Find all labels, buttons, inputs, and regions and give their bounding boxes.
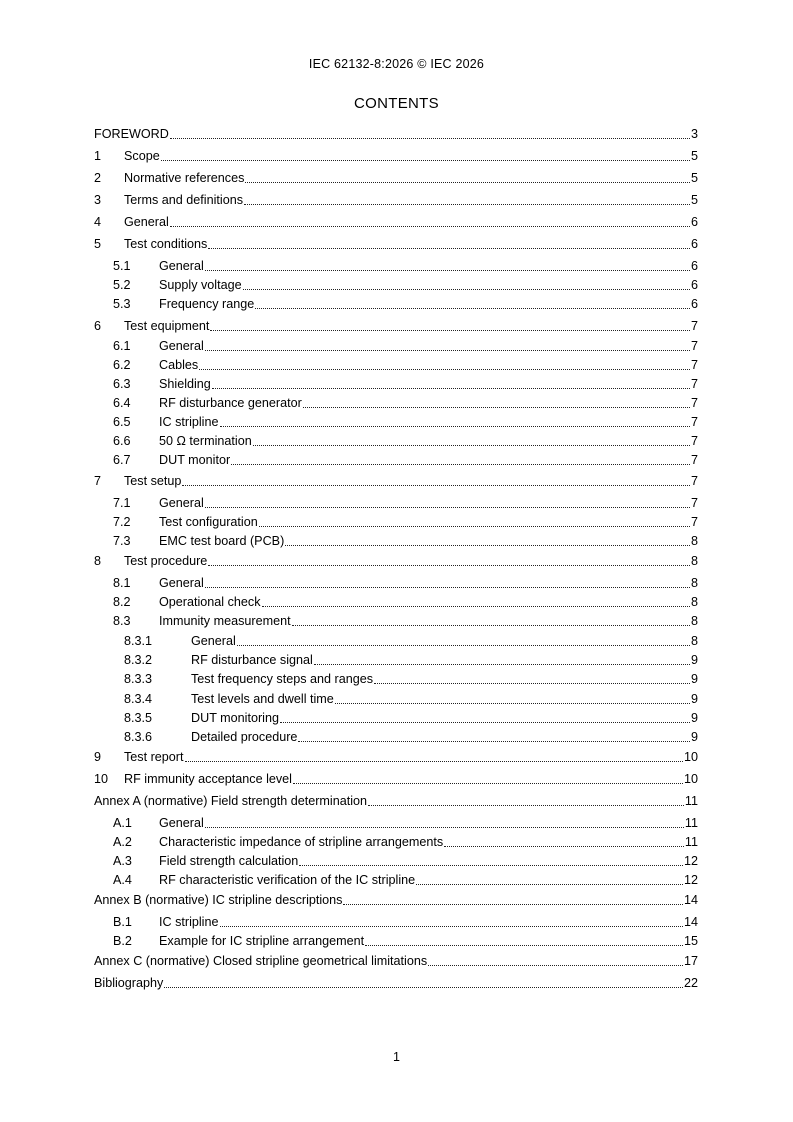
toc-entry-title: Normative references bbox=[124, 171, 245, 185]
toc-entry-page: 7 bbox=[690, 434, 698, 448]
toc-entry-page: 8 bbox=[690, 576, 698, 590]
toc-entry-page: 9 bbox=[690, 692, 698, 706]
dot-leader bbox=[293, 772, 683, 784]
toc-entry-number: 7.2 bbox=[113, 515, 131, 529]
dot-leader bbox=[237, 634, 690, 646]
toc-entry-title: Test frequency steps and ranges bbox=[191, 672, 374, 686]
toc-entry-page: 12 bbox=[683, 873, 698, 887]
dot-leader bbox=[298, 730, 690, 742]
toc-entry-title: Annex C (normative) Closed stripline geometrical limitations bbox=[94, 954, 428, 968]
dot-leader bbox=[210, 319, 690, 331]
toc-entry[interactable] bbox=[94, 832, 698, 850]
toc-entry-page: 7 bbox=[690, 339, 698, 353]
dot-leader bbox=[259, 515, 690, 527]
toc-entry-page: 22 bbox=[683, 976, 698, 990]
toc-entry-title: RF disturbance generator bbox=[159, 396, 302, 410]
toc-entry-title: Example for IC stripline arrangement bbox=[159, 934, 365, 948]
toc-entry-title: Test equipment bbox=[124, 319, 210, 333]
toc-entry-page: 7 bbox=[690, 396, 698, 410]
toc-entry[interactable] bbox=[94, 769, 698, 787]
toc-entry[interactable] bbox=[94, 813, 698, 831]
toc-entry-number: 1 bbox=[94, 149, 102, 163]
dot-leader bbox=[255, 297, 690, 309]
toc-entry-number: 7.1 bbox=[113, 496, 131, 510]
toc-entry-title: Test report bbox=[124, 750, 184, 764]
toc-entry[interactable] bbox=[94, 146, 698, 164]
toc-entry-title: Test conditions bbox=[124, 237, 208, 251]
toc-entry[interactable] bbox=[94, 573, 698, 591]
dot-leader bbox=[253, 434, 690, 446]
toc-entry-title: IC stripline bbox=[159, 415, 219, 429]
dot-leader bbox=[220, 415, 690, 427]
dot-leader bbox=[244, 193, 690, 205]
toc-entry-title: IC stripline bbox=[159, 915, 219, 929]
toc-entry-title: General bbox=[159, 259, 204, 273]
toc-entry-title: RF disturbance signal bbox=[191, 653, 313, 667]
toc-entry-page: 7 bbox=[690, 453, 698, 467]
toc-entry-number: 6.1 bbox=[113, 339, 131, 353]
toc-entry-page: 6 bbox=[690, 297, 698, 311]
toc-entry[interactable] bbox=[94, 531, 698, 549]
toc-entry-page: 14 bbox=[683, 915, 698, 929]
toc-entry-number: 9 bbox=[94, 750, 102, 764]
dot-leader bbox=[416, 873, 683, 885]
dot-leader bbox=[231, 453, 690, 465]
toc-entry[interactable] bbox=[94, 275, 698, 293]
toc-entry-title: General bbox=[159, 496, 204, 510]
dot-leader bbox=[161, 149, 690, 161]
dot-leader bbox=[205, 496, 690, 508]
toc-entry-title: Detailed procedure bbox=[191, 730, 298, 744]
toc-entry-number: 6.3 bbox=[113, 377, 131, 391]
toc-entry-page: 5 bbox=[690, 193, 698, 207]
toc-entry[interactable] bbox=[94, 951, 698, 969]
toc-entry-title: 50 Ω termination bbox=[159, 434, 252, 448]
toc-entry-title: EMC test board (PCB) bbox=[159, 534, 285, 548]
toc-entry-title: General bbox=[124, 215, 169, 229]
toc-entry-page: 7 bbox=[690, 377, 698, 391]
toc-entry-title: Test procedure bbox=[124, 554, 208, 568]
toc-entry[interactable] bbox=[94, 631, 698, 649]
toc-entry-title: General bbox=[191, 634, 236, 648]
dot-leader bbox=[185, 750, 683, 762]
toc-entry-number: A.2 bbox=[113, 835, 132, 849]
dot-leader bbox=[205, 259, 690, 271]
toc-entry-number: 5.2 bbox=[113, 278, 131, 292]
toc-entry-title: FOREWORD bbox=[94, 127, 169, 141]
toc-entry-title: Terms and definitions bbox=[124, 193, 244, 207]
toc-entry[interactable] bbox=[94, 256, 698, 274]
toc-entry[interactable] bbox=[94, 316, 698, 334]
toc-entry[interactable] bbox=[94, 890, 698, 908]
toc-entry-title: Test configuration bbox=[159, 515, 258, 529]
toc-entry-page: 11 bbox=[684, 835, 698, 849]
toc-entry-title: Operational check bbox=[159, 595, 261, 609]
toc-entry[interactable] bbox=[94, 355, 698, 373]
dot-leader bbox=[444, 835, 684, 847]
toc-entry-number: 8.3.3 bbox=[124, 672, 153, 686]
toc-title: CONTENTS bbox=[354, 95, 439, 112]
toc-entry-title: Annex B (normative) IC stripline descriptions bbox=[94, 893, 343, 907]
dot-leader bbox=[170, 127, 690, 139]
toc-entry-number: 5 bbox=[94, 237, 102, 251]
dot-leader bbox=[374, 672, 690, 684]
toc-entry[interactable] bbox=[94, 708, 698, 726]
toc-entry-page: 6 bbox=[690, 278, 698, 292]
toc-entry[interactable] bbox=[94, 791, 698, 809]
document-header: IEC 62132-8:2026 © IEC 2026 bbox=[308, 57, 485, 71]
toc-entry[interactable] bbox=[94, 747, 698, 765]
toc-entry[interactable] bbox=[94, 412, 698, 430]
toc-entry-page: 8 bbox=[690, 554, 698, 568]
toc-entry-title: Shielding bbox=[159, 377, 211, 391]
toc-entry[interactable] bbox=[94, 650, 698, 668]
toc-entry-number: 8 bbox=[94, 554, 102, 568]
toc-entry[interactable] bbox=[94, 336, 698, 354]
toc-entry-number: 2 bbox=[94, 171, 102, 185]
toc-entry[interactable] bbox=[94, 931, 698, 949]
toc-entry-page: 7 bbox=[690, 358, 698, 372]
toc-entry-page: 12 bbox=[683, 854, 698, 868]
toc-entry-title: Annex A (normative) Field strength determination bbox=[94, 794, 368, 808]
toc-entry-page: 8 bbox=[690, 595, 698, 609]
dot-leader bbox=[368, 794, 684, 806]
toc-entry-number: 6 bbox=[94, 319, 102, 333]
toc-entry-page: 5 bbox=[690, 149, 698, 163]
toc-entry-title: General bbox=[159, 816, 204, 830]
dot-leader bbox=[208, 554, 690, 566]
toc-entry-number: 4 bbox=[94, 215, 102, 229]
toc-entry-title: General bbox=[159, 576, 204, 590]
toc-entry-number: 8.1 bbox=[113, 576, 131, 590]
toc-entry-number: 8.3 bbox=[113, 614, 131, 628]
dot-leader bbox=[262, 595, 690, 607]
toc-entry-page: 15 bbox=[683, 934, 698, 948]
toc-entry-title: Bibliography bbox=[94, 976, 164, 990]
dot-leader bbox=[164, 976, 683, 988]
toc-entry-title: Test levels and dwell time bbox=[191, 692, 334, 706]
toc-entry[interactable] bbox=[94, 669, 698, 687]
toc-entry-number: 10 bbox=[94, 772, 109, 786]
toc-entry[interactable] bbox=[94, 512, 698, 530]
toc-entry[interactable] bbox=[94, 912, 698, 930]
toc-entry-title: General bbox=[159, 339, 204, 353]
dot-leader bbox=[314, 653, 690, 665]
toc-entry-page: 7 bbox=[690, 474, 698, 488]
toc-entry[interactable] bbox=[94, 124, 698, 142]
toc-entry-number: 8.3.4 bbox=[124, 692, 153, 706]
toc-entry-number: A.1 bbox=[113, 816, 132, 830]
toc-entry[interactable] bbox=[94, 168, 698, 186]
toc-entry-page: 6 bbox=[690, 237, 698, 251]
toc-entry[interactable] bbox=[94, 374, 698, 392]
toc-entry[interactable] bbox=[94, 973, 698, 991]
toc-entry[interactable] bbox=[94, 234, 698, 252]
toc-entry[interactable] bbox=[94, 851, 698, 869]
toc-entry-title: Scope bbox=[124, 149, 160, 163]
toc-entry[interactable] bbox=[94, 551, 698, 569]
toc-entry[interactable] bbox=[94, 870, 698, 888]
toc-entry-title: DUT monitor bbox=[159, 453, 231, 467]
toc-entry-title: Immunity measurement bbox=[159, 614, 291, 628]
toc-entry-page: 14 bbox=[683, 893, 698, 907]
dot-leader bbox=[365, 934, 683, 946]
dot-leader bbox=[428, 954, 683, 966]
toc-entry-number: 6.2 bbox=[113, 358, 131, 372]
toc-entry-number: 3 bbox=[94, 193, 102, 207]
toc-entry-page: 6 bbox=[690, 259, 698, 273]
toc-entry-title: DUT monitoring bbox=[191, 711, 279, 725]
dot-leader bbox=[245, 171, 690, 183]
dot-leader bbox=[205, 339, 690, 351]
toc-entry-title: Cables bbox=[159, 358, 199, 372]
dot-leader bbox=[343, 893, 683, 905]
toc-entry[interactable] bbox=[94, 190, 698, 208]
dot-leader bbox=[205, 576, 690, 588]
toc-entry-page: 9 bbox=[690, 672, 698, 686]
toc-entry-title: Frequency range bbox=[159, 297, 255, 311]
dot-leader bbox=[292, 614, 690, 626]
toc-entry-number: 8.3.6 bbox=[124, 730, 153, 744]
toc-entry[interactable] bbox=[94, 450, 698, 468]
toc-entry-page: 11 bbox=[684, 816, 698, 830]
toc-entry[interactable] bbox=[94, 493, 698, 511]
toc-entry-page: 11 bbox=[684, 794, 698, 808]
toc-entry-title: RF characteristic verification of the IC stripline bbox=[159, 873, 416, 887]
toc-entry-page: 17 bbox=[683, 954, 698, 968]
toc-entry-number: 6.4 bbox=[113, 396, 131, 410]
toc-entry-page: 8 bbox=[690, 614, 698, 628]
toc-entry-title: Field strength calculation bbox=[159, 854, 299, 868]
toc-entry-title: Characteristic impedance of stripline arrangements bbox=[159, 835, 444, 849]
toc-entry[interactable] bbox=[94, 689, 698, 707]
page-number: 1 bbox=[393, 1050, 400, 1064]
dot-leader bbox=[299, 854, 683, 866]
toc-entry-page: 8 bbox=[690, 634, 698, 648]
toc-entry-number: 7 bbox=[94, 474, 102, 488]
toc-entry-number: A.4 bbox=[113, 873, 132, 887]
toc-entry-number: B.2 bbox=[113, 934, 132, 948]
toc-entry-page: 10 bbox=[683, 750, 698, 764]
toc-entry-page: 9 bbox=[690, 711, 698, 725]
toc-entry-number: 7.3 bbox=[113, 534, 131, 548]
toc-entry[interactable] bbox=[94, 471, 698, 489]
toc-entry-number: 8.2 bbox=[113, 595, 131, 609]
toc-entry[interactable] bbox=[94, 431, 698, 449]
toc-entry-page: 7 bbox=[690, 515, 698, 529]
dot-leader bbox=[208, 237, 690, 249]
toc-entry[interactable] bbox=[94, 294, 698, 312]
toc-entry-number: 8.3.1 bbox=[124, 634, 153, 648]
toc-entry-number: 6.6 bbox=[113, 434, 131, 448]
toc-entry-number: 6.7 bbox=[113, 453, 131, 467]
toc-entry-number: 6.5 bbox=[113, 415, 131, 429]
dot-leader bbox=[243, 278, 690, 290]
toc-entry-page: 5 bbox=[690, 171, 698, 185]
dot-leader bbox=[205, 816, 684, 828]
toc-entry[interactable] bbox=[94, 393, 698, 411]
dot-leader bbox=[280, 711, 690, 723]
toc-entry-number: 5.1 bbox=[113, 259, 131, 273]
toc-entry-page: 8 bbox=[690, 534, 698, 548]
dot-leader bbox=[335, 692, 690, 704]
toc-entry-title: RF immunity acceptance level bbox=[124, 772, 292, 786]
toc-entry-number: 5.3 bbox=[113, 297, 131, 311]
dot-leader bbox=[199, 358, 690, 370]
toc-entry[interactable] bbox=[94, 592, 698, 610]
dot-leader bbox=[303, 396, 690, 408]
dot-leader bbox=[182, 474, 690, 486]
dot-leader bbox=[285, 534, 690, 546]
toc-entry-page: 7 bbox=[690, 496, 698, 510]
dot-leader bbox=[170, 215, 690, 227]
dot-leader bbox=[212, 377, 690, 389]
toc-entry-page: 7 bbox=[690, 319, 698, 333]
toc-entry-number: 8.3.5 bbox=[124, 711, 153, 725]
toc-entry-page: 9 bbox=[690, 730, 698, 744]
toc-entry-page: 6 bbox=[690, 215, 698, 229]
toc-entry[interactable] bbox=[94, 727, 698, 745]
toc-entry[interactable] bbox=[94, 611, 698, 629]
toc-entry-number: A.3 bbox=[113, 854, 132, 868]
toc-entry-page: 3 bbox=[690, 127, 698, 141]
toc-entry-page: 7 bbox=[690, 415, 698, 429]
toc-entry-title: Supply voltage bbox=[159, 278, 242, 292]
toc-entry-page: 10 bbox=[683, 772, 698, 786]
toc-entry-number: 8.3.2 bbox=[124, 653, 153, 667]
toc-entry-title: Test setup bbox=[124, 474, 182, 488]
dot-leader bbox=[220, 915, 683, 927]
toc-entry[interactable] bbox=[94, 212, 698, 230]
toc-entry-page: 9 bbox=[690, 653, 698, 667]
toc-entry-number: B.1 bbox=[113, 915, 132, 929]
